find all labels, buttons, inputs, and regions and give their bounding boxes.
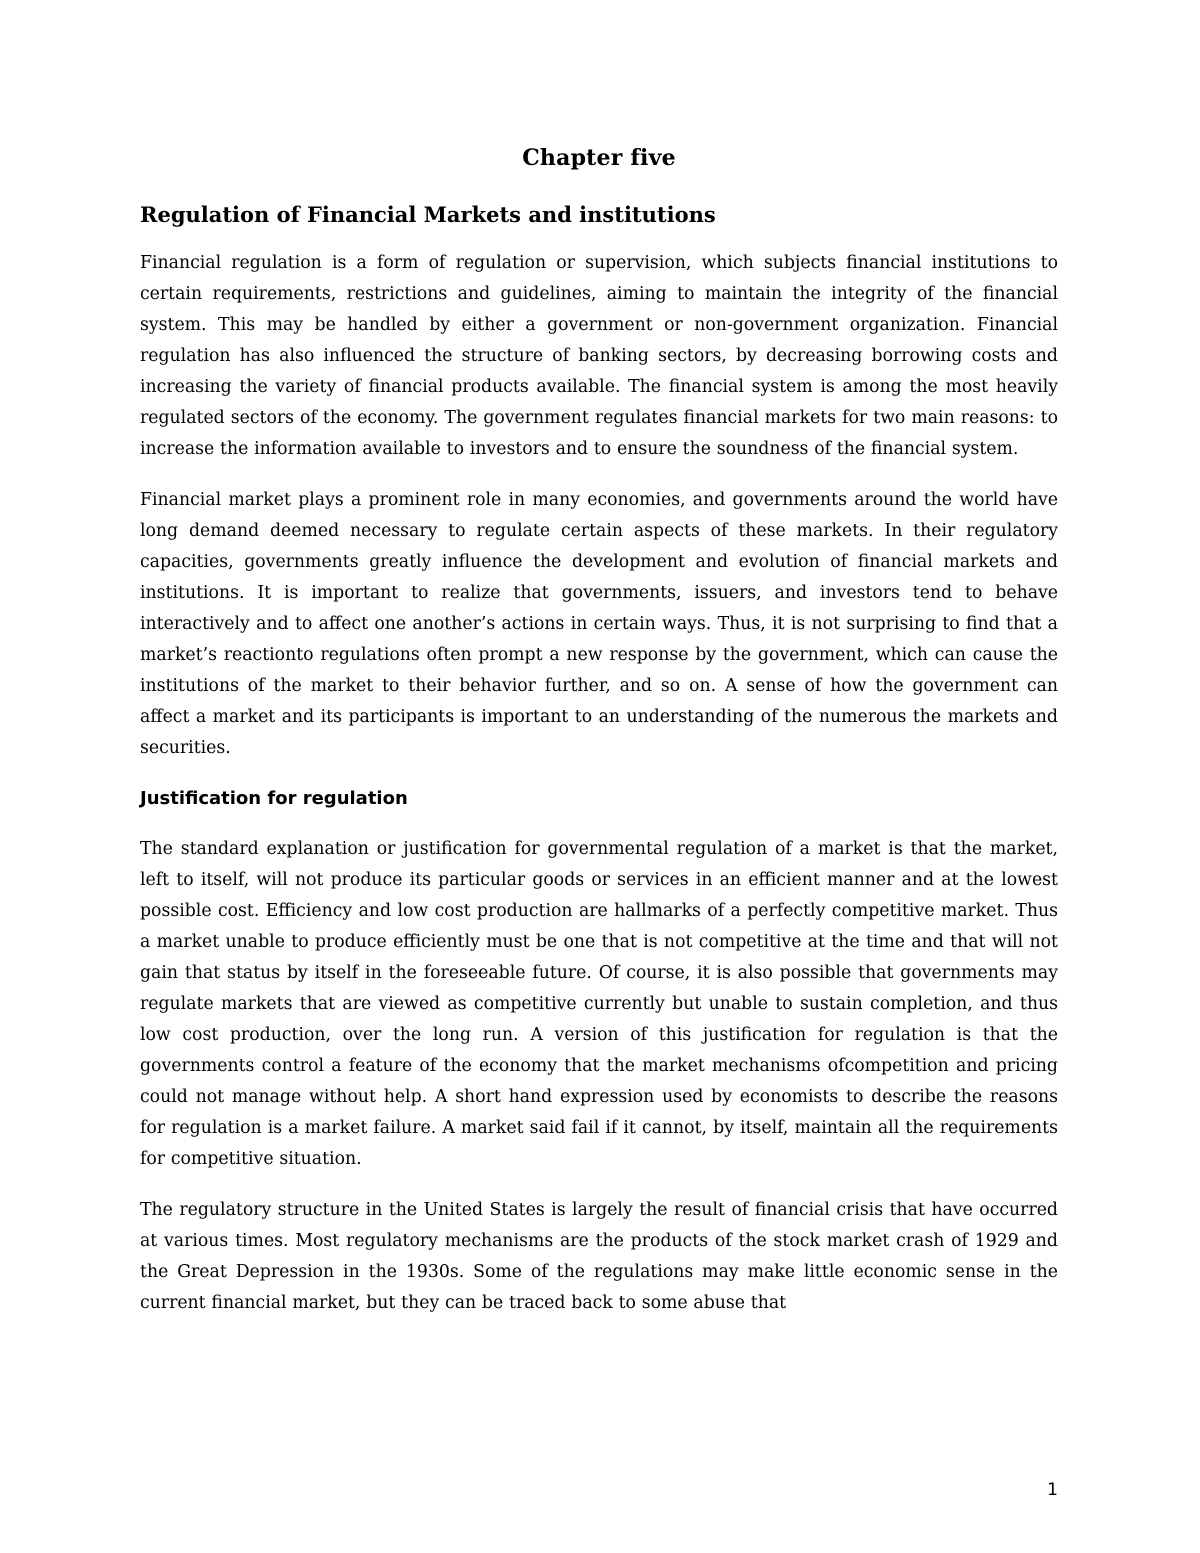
paragraph: The regulatory structure in the United States is largely the result of financial crisis that have occurred at various times. Most regulatory mechanisms are the products of the stock market crash of 1929 and the Great Depression in the 1930s. Some of the regulations may make little economic sense in the current financial market, but they can be traced back to some abuse that (140, 1200, 1058, 1313)
paragraph: Financial market plays a prominent role in many economies, and governments around the world have long demand deemed necessary to regulate certain aspects of these markets. In their regulatory capacities, governments greatly influence the development and evolution of financial markets and institutions. It is important to realize that governments, issuers, and investors tend to behave interactively and to affect one another’s actions in certain ways. Thus, it is not surprising to find that a market’s reactionto regulations often prompt a new response by the government, which can cause the institutions of the market to their behavior further, and so on. A sense of how the government can affect a market and its participants is important to an understanding of the numerous the markets and securities. (140, 490, 1058, 758)
paragraph: The standard explanation or justification for governmental regulation of a market is that the market, left to itself, will not produce its particular goods or services in an efficient manner and at the lowest possible cost. Efficiency and low cost production are hallmarks of a perfectly competitive market. Thus a market unable to produce efficiently must be one that is not competitive at the time and that will not gain that status by itself in the foreseeable future. Of course, it is also possible that governments may regulate markets that are viewed as competitive currently but unable to sustain completion, and thus low cost production, over the long run. A version of this justification for regulation is that the governments control a feature of the economy that the market mechanisms ofcompetition and pricing could not manage without help. A short hand expression used by economists to describe the reasons for regulation is a market failure. A market said fail if it cannot, by itself, maintain all the requirements for competitive situation. (140, 839, 1058, 1169)
page-number: 1 (1047, 1480, 1058, 1500)
subsection-title: Justification for regulation (140, 788, 408, 809)
chapter-title: Chapter five (522, 145, 676, 171)
paragraph: Financial regulation is a form of regulation or supervision, which subjects financial institutions to certain requirements, restrictions and guidelines, aiming to maintain the integrity of the financial system. This may be handled by either a government or non-government organization. Financial regulation has also influenced the structure of banking sectors, by decreasing borrowing costs and increasing the variety of financial products available. The financial system is among the most heavily regulated sectors of the economy. The government regulates financial markets for two main reasons: to increase the information available to investors and to ensure the soundness of the financial system. (140, 253, 1058, 459)
section-title: Regulation of Financial Markets and institutions (140, 202, 716, 227)
page-body (140, 140, 1058, 1319)
